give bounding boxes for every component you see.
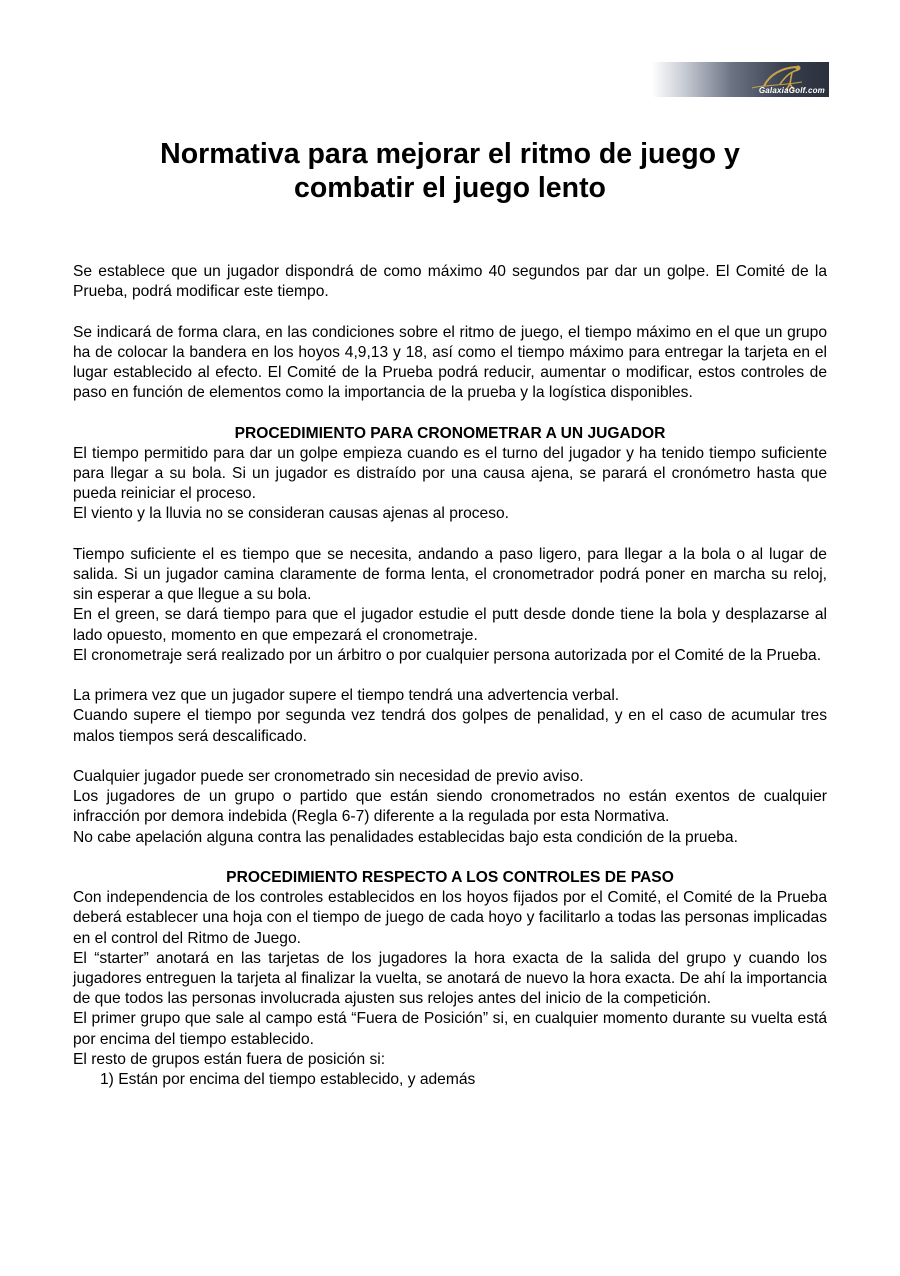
galaxiagolf-logo [652,62,829,97]
document-title [0,137,900,205]
section-heading-cronometrar: PROCEDIMIENTO PARA CRONOMETRAR A UN JUGADOR [234,424,666,442]
title-line-2: combatir el juego lento [294,172,606,204]
section1-paragraph: Los jugadores de un grupo o partido que están siendo cronometrados no están exentos de cualquier infracción por demora indebida (Regla 6-7) diferente a la regulada por esta Normativa. [73,788,827,826]
section1-paragraph: No cabe apelación alguna contra las penalidades establecidas bajo esta condición de la prueba. [73,828,738,846]
section1-paragraph: El cronometraje será realizado por un árbitro o por cualquier persona autorizada por el Comité de la Prueba. [73,646,822,664]
intro-paragraph-2: Se indicará de forma clara, en las condiciones sobre el ritmo de juego, el tiempo máximo en el que un grupo ha de colocar la bandera en los hoyos 4,9,13 y 18, así como el tiempo máximo para entregar la tarjeta en el lugar establecido al efecto. El Comité de la Prueba podrá reducir, aumentar o modificar, estos controles de paso en función de elementos como la importancia de la prueba y la logística disponibles. [73,323,827,402]
section-heading-controles: PROCEDIMIENTO RESPECTO A LOS CONTROLES DE PASO [226,869,674,886]
section1-paragraph: El tiempo permitido para dar un golpe empieza cuando es el turno del jugador y ha tenido tiempo suficiente para llegar a su bola. Si un jugador es distraído por una causa ajena, se parará el cronómetro hasta que pueda reiniciar el proceso. [73,444,827,503]
document-body [73,262,827,1090]
logo-text: GalaxiaGolf.com [758,86,825,95]
intro-paragraph-1: Se establece que un jugador dispondrá de como máximo 40 segundos par dar un golpe. El Comité de la Prueba, podrá modificar este tiempo. [73,263,827,301]
section1-paragraph: En el green, se dará tiempo para que el jugador estudie el putt desde donde tiene la bola y desplazarse al lado opuesto, momento en que empezará el cronometraje. [73,606,827,644]
list-item: 1) Están por encima del tiempo establecido, y además [100,1071,476,1089]
section2-paragraph: El resto de grupos están fuera de posición si: [73,1050,386,1068]
section2-paragraph: El “starter” anotará en las tarjetas de los jugadores la hora exacta de la salida del grupo y cuando los jugadores entreguen la tarjeta al finalizar la vuelta, se anotará de nuevo la hora exacta. De ahí la importancia de que todos las personas involucrada ajusten sus relojes antes del inicio de la competición. [73,949,827,1008]
section1-paragraph: Cuando supere el tiempo por segunda vez tendrá dos golpes de penalidad, y en el caso de acumular tres malos tiempos será descalificado. [73,707,827,745]
title-line-1: Normativa para mejorar el ritmo de juego y [160,138,740,170]
section2-paragraph: Con independencia de los controles establecidos en los hoyos fijados por el Comité, el Comité de la Prueba deberá establecer una hoja con el tiempo de juego de cada hoyo y facilitarlo a todas las personas implicadas en el control del Ritmo de Juego. [73,889,827,947]
section2-paragraph: El primer grupo que sale al campo está “Fuera de Posición” si, en cualquier momento durante su vuelta está por encima del tiempo establecido. [73,1010,827,1048]
section1-paragraph: El viento y la lluvia no se consideran causas ajenas al proceso. [73,505,510,523]
section1-paragraph: La primera vez que un jugador supere el tiempo tendrá una advertencia verbal. [73,687,620,705]
section1-paragraph: Tiempo suficiente el es tiempo que se necesita, andando a paso ligero, para llegar a la bola o al lugar de salida. Si un jugador camina claramente de forma lenta, el cronometrador podrá poner en marcha su reloj, sin esperar a que llegue a su bola. [73,545,827,604]
section1-paragraph: Cualquier jugador puede ser cronometrado sin necesidad de previo aviso. [73,768,584,785]
